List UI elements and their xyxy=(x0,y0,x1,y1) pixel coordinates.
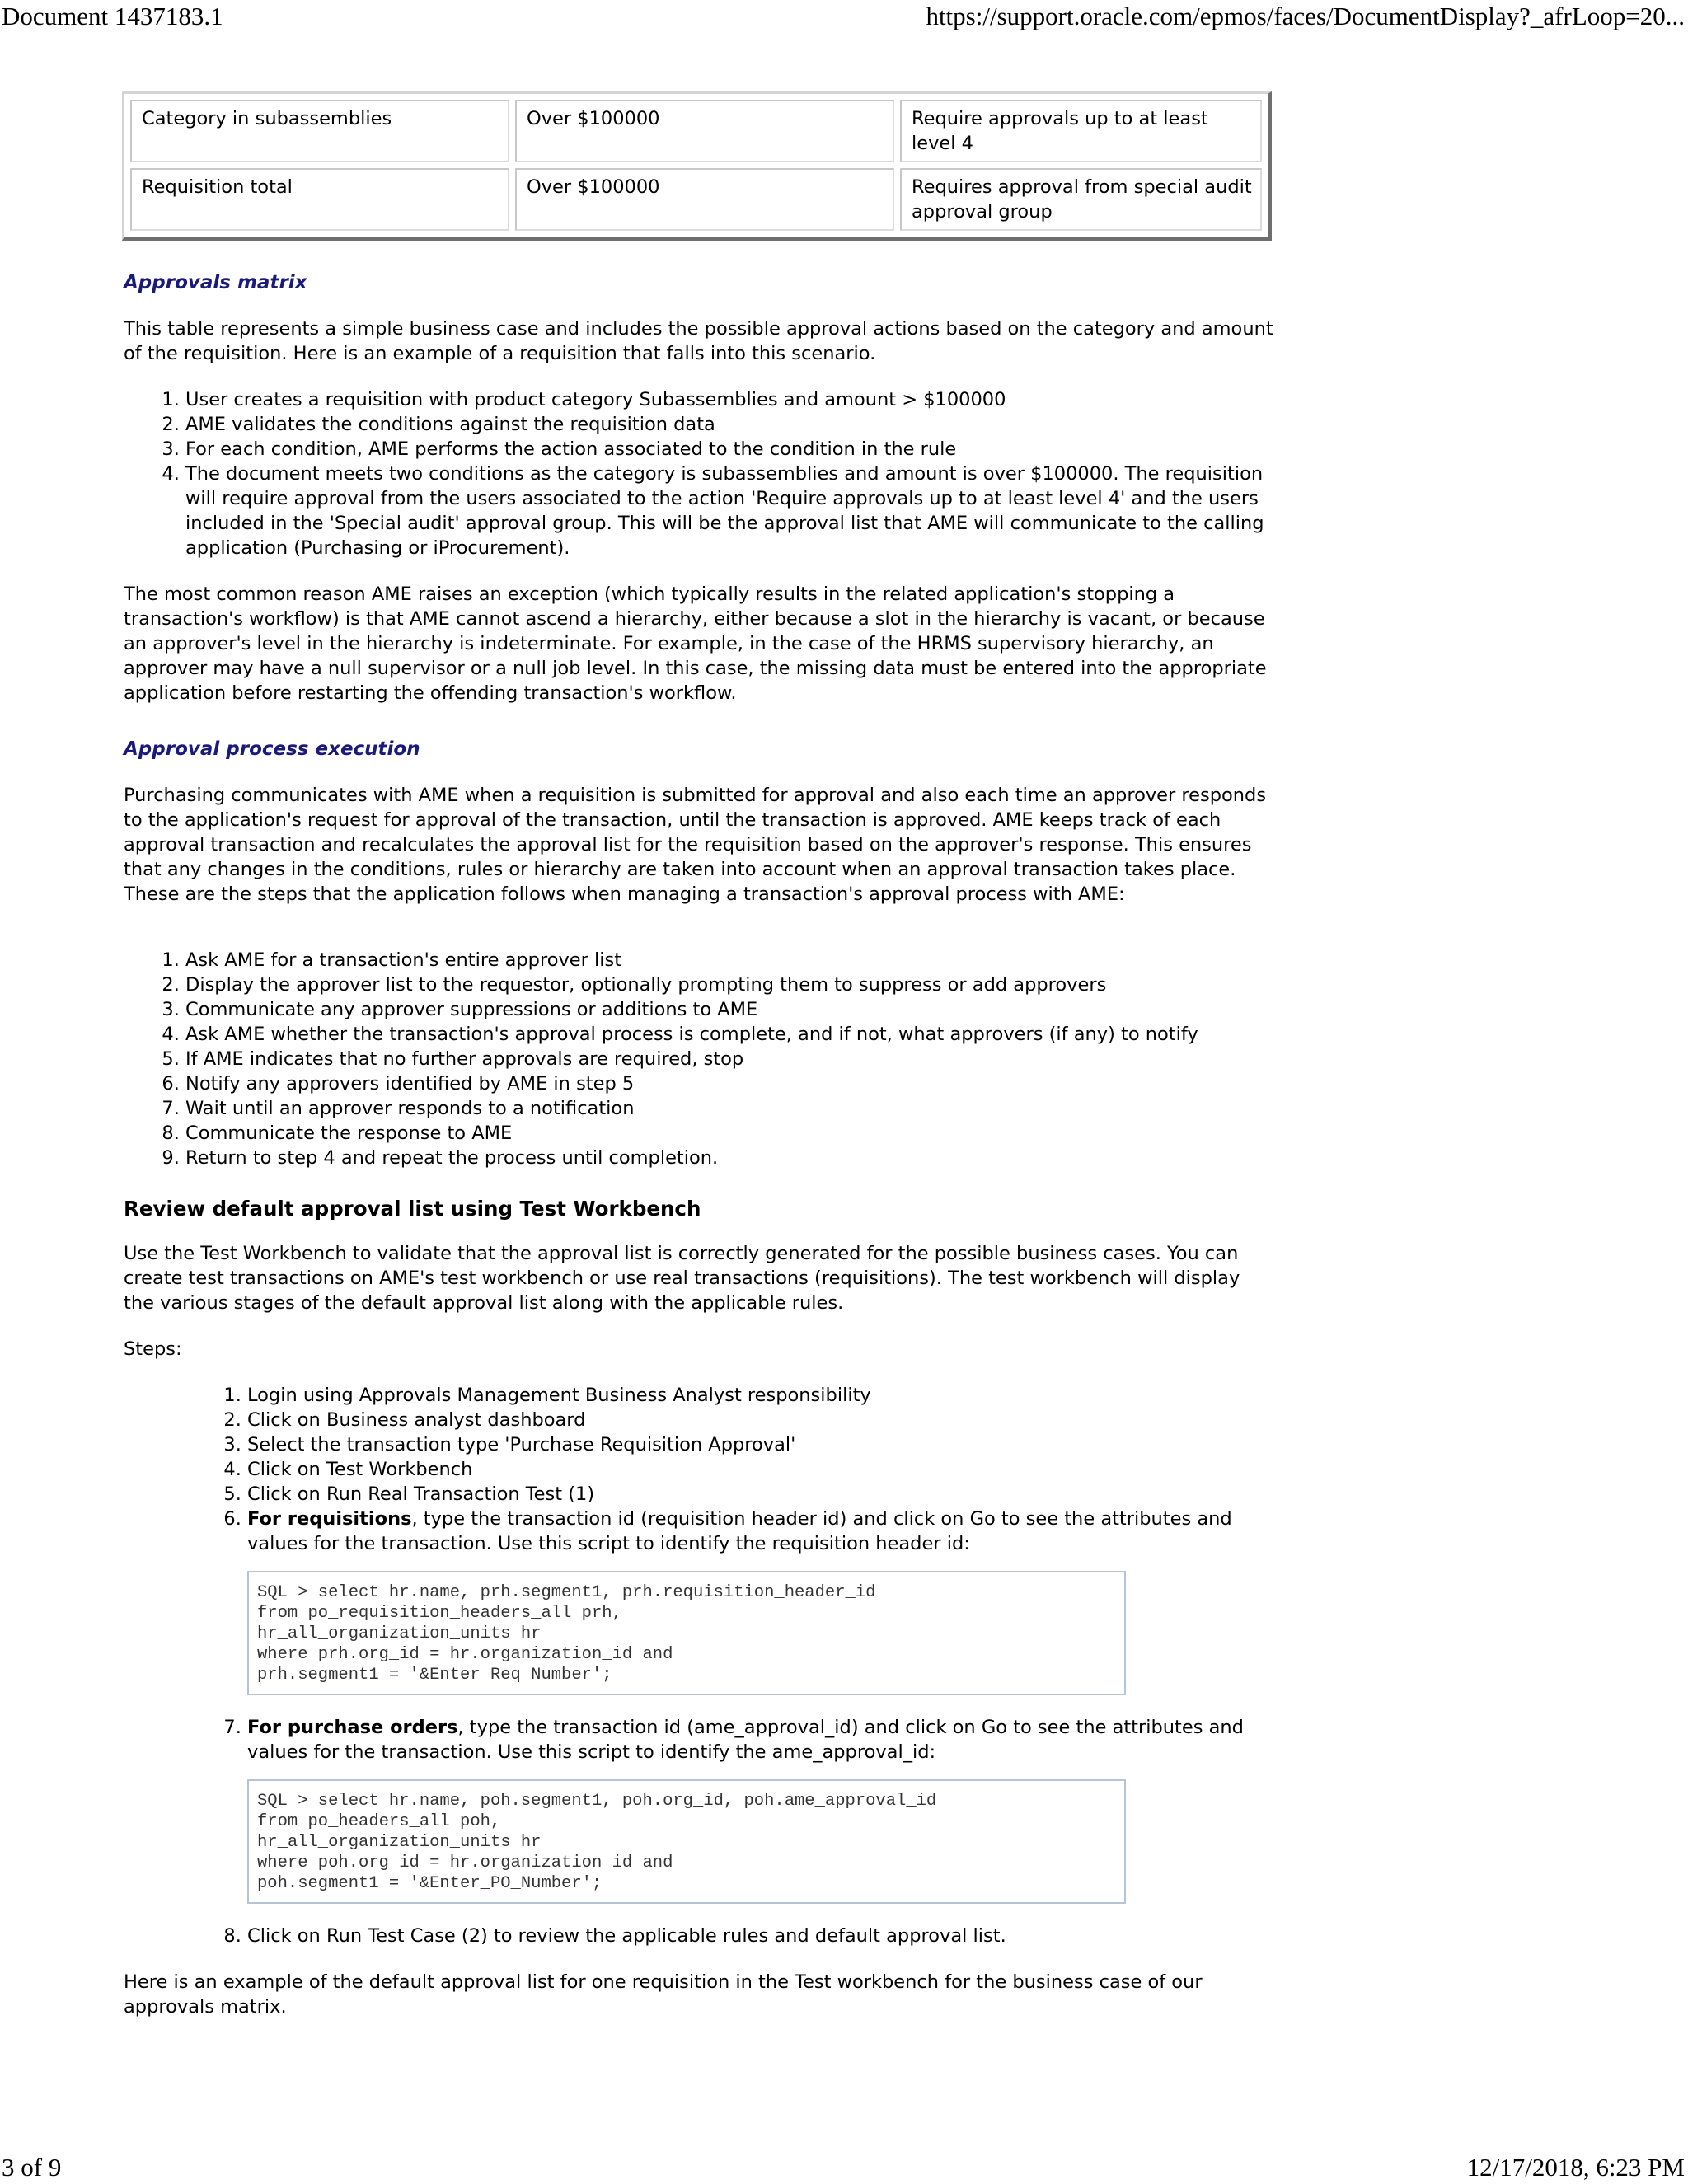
section-title-test-workbench: Review default approval list using Test Workbench xyxy=(124,1197,701,1221)
closing-paragraph: Here is an example of the default approval list for one requisition in the Test workbench for the business case of our approvals matrix. xyxy=(124,1971,1203,2018)
list-item: 3. Select the transaction type 'Purchase Requisition Approval' xyxy=(247,1432,1273,1457)
list-item: 4. Click on Test Workbench xyxy=(247,1457,1273,1482)
sql-code-block-po: SQL > select hr.name, poh.segment1, poh.org_id, poh.ame_approval_id from po_headers_all poh, hr_all_organization_units hr where poh.org_id = hr.organization_id and poh.segment1 = '&Enter_PO_Number'; xyxy=(247,1779,1126,1904)
table-cell: Over $100000 xyxy=(515,168,894,231)
table-cell: Category in subassemblies xyxy=(130,100,509,162)
page-number: 3 of 9 xyxy=(2,2153,62,2182)
print-datetime: 12/17/2018, 6:23 PM xyxy=(1466,2153,1685,2182)
approval-process-list xyxy=(124,948,1273,1170)
page-url: https://support.oracle.com/epmos/faces/DocumentDisplay?_afrLoop=20... xyxy=(926,2,1685,30)
step-bold-label: For requisitions xyxy=(247,1508,412,1530)
table-cell: Require approvals up to at least level 4 xyxy=(900,100,1262,162)
step-text: , type the transaction id (requisition header id) and click on Go to see the attributes and values for the transaction. Use this script to identify the requisition header id: xyxy=(247,1508,1232,1554)
table-cell: Over $100000 xyxy=(515,100,894,162)
list-item: 2. AME validates the conditions against the requisition data xyxy=(185,412,1273,437)
exception-paragraph: The most common reason AME raises an exception (which typically results in the related application's stopping a transaction's workflow) is that AME cannot ascend a hierarchy, either because a slot in the hierarchy is vacant, or because an approver's level in the hierarchy is indeterminate. For example, in the case of the HRMS supervisory hierarchy, an approver may have a null supervisor or a null job level. In this case, the missing data must be entered into the appropriate application before restarting the offending transaction's workflow. xyxy=(124,583,1267,704)
list-item: 7. Wait until an approver responds to a notification xyxy=(185,1096,1273,1121)
list-item: 1. User creates a requisition with product category Subassemblies and amount > $100000 xyxy=(185,387,1273,412)
list-item: 2. Click on Business analyst dashboard xyxy=(247,1408,1273,1432)
document-id: Document 1437183.1 xyxy=(2,2,223,30)
step-text: , type the transaction id (ame_approval_id) and click on Go to see the attributes and values for the transaction. Use this script to identify the ame_approval_id: xyxy=(247,1717,1244,1763)
approvals-matrix-intro: This table represents a simple business case and includes the possible approval actions based on the category and amount of the requisition. Here is an example of a requisition that falls into this scenario. xyxy=(124,318,1273,364)
table-row xyxy=(130,168,1262,231)
steps-label: Steps: xyxy=(124,1338,182,1360)
approvals-matrix-list xyxy=(124,387,1273,560)
step-bold-label: For purchase orders xyxy=(247,1717,458,1738)
table-cell: Requires approval from special audit approval group xyxy=(900,168,1262,231)
list-item-purchase-orders xyxy=(247,1715,1273,1904)
test-workbench-intro: Use the Test Workbench to validate that the approval list is correctly generated for the possible business cases. You can create test transactions on AME's test workbench or use real transactions (requisitions). The test workbench will display the various stages of the default approval list along with the applicable rules. xyxy=(124,1243,1240,1314)
list-item: 4. The document meets two conditions as the category is subassemblies and amount is over $100000. The requisition will require approval from the users associated to the action 'Require approvals up to at least level 4' and the users included in the 'Special audit' approval group. This will be the approval list that AME will communicate to the calling application (Purchasing or iProcurement). xyxy=(185,462,1273,560)
list-item: 6. Notify any approvers identified by AME in step 5 xyxy=(185,1071,1273,1096)
section-title-approvals-matrix: Approvals matrix xyxy=(124,272,307,293)
approval-process-intro: Purchasing communicates with AME when a requisition is submitted for approval and also each time an approver responds to the application's request for approval of the transaction, until the transaction is approved. AME keeps track of each approval transaction and recalculates the approval list for the requisition based on the approver's response. This ensures that any changes in the conditions, rules or hierarchy are taken into account when an approval transaction takes place. These are the steps that the application follows when managing a transaction's approval process with AME: xyxy=(124,785,1267,905)
test-workbench-steps xyxy=(124,1383,1273,1948)
list-item: 5. Click on Run Real Transaction Test (1) xyxy=(247,1482,1273,1507)
table-cell: Requisition total xyxy=(130,168,509,231)
list-item: 1. Ask AME for a transaction's entire approver list xyxy=(185,948,1273,972)
list-item: 9. Return to step 4 and repeat the process until completion. xyxy=(185,1146,1273,1170)
list-item: 3. For each condition, AME performs the action associated to the condition in the rule xyxy=(185,437,1273,462)
rules-table xyxy=(122,91,1272,241)
list-item: 2. Display the approver list to the requestor, optionally prompting them to suppress or add approvers xyxy=(185,972,1273,997)
list-item: 4. Ask AME whether the transaction's approval process is complete, and if not, what approvers (if any) to notify xyxy=(185,1022,1273,1047)
list-item: 8. Communicate the response to AME xyxy=(185,1121,1273,1146)
list-item: 8. Click on Run Test Case (2) to review the applicable rules and default approval list. xyxy=(247,1924,1273,1948)
table-row xyxy=(130,100,1262,162)
list-item: 1. Login using Approvals Management Business Analyst responsibility xyxy=(247,1383,1273,1408)
list-item: 3. Communicate any approver suppressions or additions to AME xyxy=(185,997,1273,1022)
list-item: 5. If AME indicates that no further approvals are required, stop xyxy=(185,1047,1273,1071)
sql-code-block-requisition: SQL > select hr.name, prh.segment1, prh.requisition_header_id from po_requisition_headers_all prh, hr_all_organization_units hr where prh.org_id = hr.organization_id and prh.segment1 = '&Enter_Req_Number'; xyxy=(247,1571,1126,1695)
document-body xyxy=(124,97,1273,2041)
list-item-requisitions xyxy=(247,1507,1273,1695)
section-title-approval-process: Approval process execution xyxy=(124,738,420,760)
